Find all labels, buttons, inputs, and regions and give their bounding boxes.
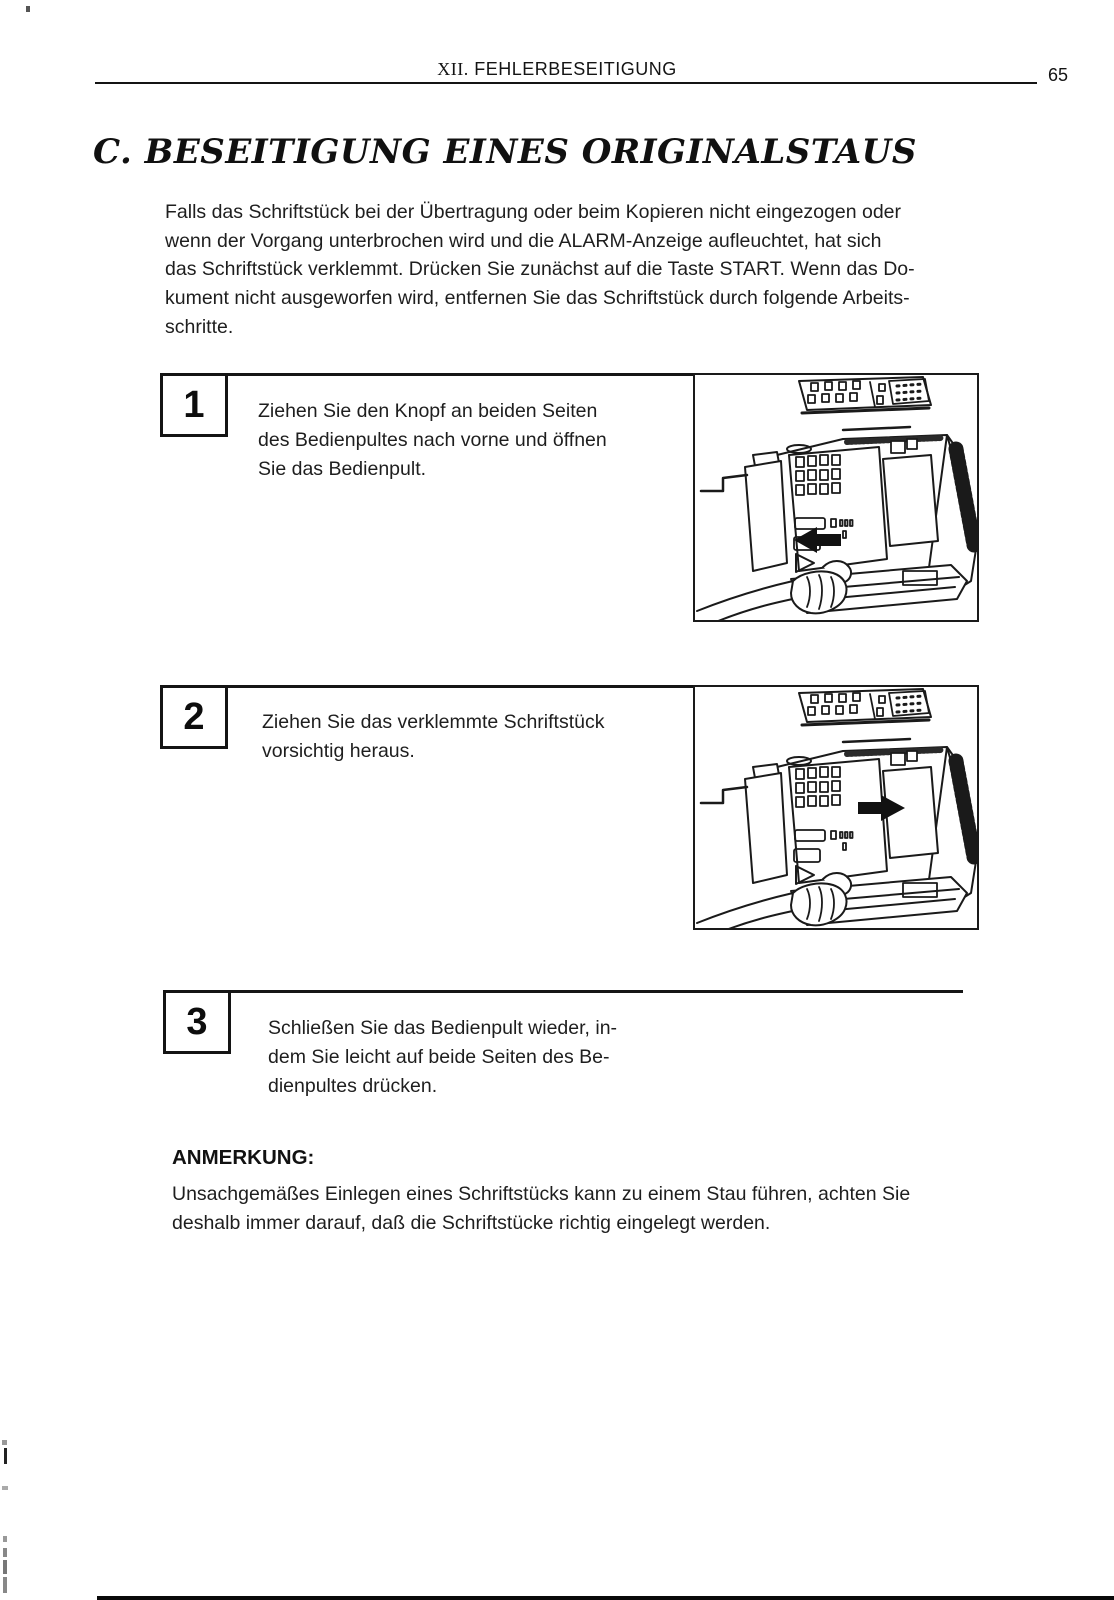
step-1-number: 1 bbox=[183, 383, 205, 426]
intro-line: wenn der Vorgang unterbrochen wird und die ALARM-Anzeige aufleuchtet, hat sich bbox=[165, 229, 882, 252]
step-1-illustration-frame bbox=[693, 373, 979, 622]
scan-artifact bbox=[3, 1536, 7, 1542]
intro-line: schritte. bbox=[165, 315, 234, 338]
step-1-line: Ziehen Sie den Knopf an beiden Seiten bbox=[258, 400, 598, 422]
step-1-rule bbox=[162, 373, 693, 376]
step-2-rule bbox=[162, 685, 693, 688]
scan-artifact bbox=[2, 1440, 7, 1445]
step-3-rule bbox=[165, 990, 963, 993]
fax-machine-illustration bbox=[695, 375, 977, 622]
step-3-number: 3 bbox=[186, 1000, 208, 1043]
intro-line: kument nicht ausgeworfen wird, entfernen Sie das Schriftstück durch folgende Arbeits- bbox=[165, 287, 910, 310]
step-2-line: Ziehen Sie das verklemmte Schriftstück bbox=[262, 711, 605, 733]
note-body bbox=[172, 1180, 910, 1238]
header-chapter-title: FEHLERBESEITIGUNG bbox=[474, 59, 677, 79]
scan-artifact bbox=[26, 6, 30, 12]
step-3-number-box bbox=[163, 990, 231, 1054]
bottom-scan-bar bbox=[97, 1596, 1114, 1600]
page-number: 65 bbox=[1048, 65, 1069, 85]
intro-line: das Schriftstück verklemmt. Drücken Sie zunächst auf die Taste START. Wenn das Do- bbox=[165, 258, 915, 281]
step-3-line: dienpultes drücken. bbox=[268, 1075, 438, 1097]
step-3-line: Schließen Sie das Bedienpult wieder, in- bbox=[268, 1017, 618, 1039]
scan-artifact bbox=[2, 1486, 8, 1490]
header-chapter-numeral: XII. bbox=[437, 59, 469, 79]
scan-artifact bbox=[4, 1448, 7, 1464]
step-2-line: vorsichtig heraus. bbox=[262, 740, 415, 762]
step-3-line: dem Sie leicht auf beide Seiten des Be- bbox=[268, 1046, 610, 1068]
intro-paragraph bbox=[165, 198, 915, 342]
step-2-number: 2 bbox=[183, 695, 205, 738]
section-title: C. BESEITIGUNG EINES ORIGINALSTAUS bbox=[93, 132, 917, 172]
note-line: deshalb immer darauf, daß die Schriftstücke richtig eingelegt werden. bbox=[172, 1212, 771, 1234]
fax-machine-illustration bbox=[695, 687, 977, 930]
scan-artifact bbox=[3, 1548, 7, 1557]
step-1-instruction bbox=[258, 397, 607, 484]
header-section-label bbox=[0, 59, 1114, 80]
step-1-number-box bbox=[160, 373, 228, 437]
step-2-illustration-frame bbox=[693, 685, 979, 930]
note-line: Unsachgemäßes Einlegen eines Schriftstücks kann zu einem Stau führen, achten Sie bbox=[172, 1183, 911, 1205]
header-rule bbox=[95, 82, 1037, 84]
step-2-instruction bbox=[262, 708, 604, 766]
note-heading: ANMERKUNG: bbox=[172, 1146, 315, 1169]
step-3-instruction bbox=[268, 1014, 617, 1101]
step-2-number-box bbox=[160, 685, 228, 749]
scan-artifact bbox=[3, 1560, 7, 1574]
scan-artifact bbox=[3, 1577, 7, 1593]
step-1-line: des Bedienpultes nach vorne und öffnen bbox=[258, 429, 607, 451]
intro-line: Falls das Schriftstück bei der Übertragung oder beim Kopieren nicht eingezogen oder bbox=[165, 201, 902, 223]
step-1-line: Sie das Bedienpult. bbox=[258, 458, 427, 480]
